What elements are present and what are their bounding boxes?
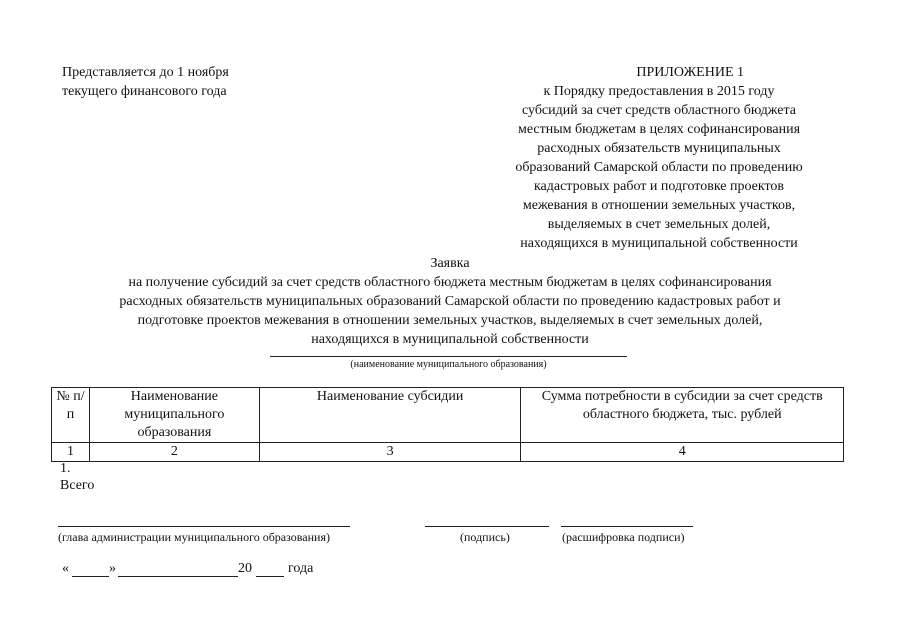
date-year-suffix: года (288, 561, 314, 576)
application-line: находящихся в муниципальной собственности (311, 332, 589, 347)
appendix-line: образований Самарской области по проведению (515, 160, 803, 175)
date-close-quote: » (109, 561, 116, 576)
appendix-line: субсидий за счет средств областного бюджета (521, 103, 797, 118)
submission-deadline-line1: Представляется до 1 ноября (62, 65, 229, 80)
appendix-line: межевания в отношении земельных участков, (522, 198, 796, 213)
header-subsidy: Наименование субсидии (259, 388, 521, 443)
row-total: Всего (60, 478, 95, 493)
head-signature-line[interactable] (58, 526, 350, 527)
table-number-row (52, 443, 844, 462)
date-month-line[interactable] (118, 576, 238, 577)
sign-line[interactable] (425, 526, 549, 527)
appendix-line: к Порядку предоставления в 2015 году (543, 84, 775, 99)
subsidy-table (51, 387, 844, 462)
municipality-caption: (наименование муниципального образования) (350, 359, 547, 370)
appendix-line: расходных обязательств муниципальных (537, 141, 781, 156)
decode-caption: (расшифровка подписи) (562, 530, 685, 544)
application-block (40, 254, 860, 349)
header-amount: Сумма потребности в субсидии за счет средств областного бюджета, тыс. рублей (521, 388, 844, 443)
header-number: № п/п (52, 388, 90, 443)
application-title: Заявка (430, 256, 470, 271)
appendix-line: местным бюджетам в целях софинансирования (517, 122, 801, 137)
date-year-line[interactable] (256, 576, 284, 577)
submission-deadline-line2: текущего финансового года (62, 84, 227, 99)
appendix-line: находящихся в муниципальной собственности (520, 236, 798, 251)
appendix-line: выделяемых в счет земельных долей, (547, 217, 771, 232)
application-line: подготовке проектов межевания в отношении земельных участков, выделяемых в счет земельных долей, (137, 313, 763, 328)
date-day-line[interactable] (72, 576, 109, 577)
appendix-title: ПРИЛОЖЕНИЕ 1 (636, 65, 744, 80)
appendix-line: кадастровых работ и подготовке проектов (533, 179, 785, 194)
col-number: 2 (89, 443, 259, 462)
application-line: расходных обязательств муниципальных образований Самарской области по проведению кадастровых работ и (119, 294, 781, 309)
submission-deadline (62, 63, 229, 101)
date-year-prefix: 20 (238, 561, 252, 576)
application-line: на получение субсидий за счет средств областного бюджета местным бюджетам в целях софинансирования (128, 275, 772, 290)
col-number: 3 (259, 443, 521, 462)
col-number: 1 (52, 443, 90, 462)
table-header-row (52, 388, 844, 443)
sign-caption: (подпись) (460, 530, 510, 544)
head-caption: (глава администрации муниципального образования) (58, 530, 330, 544)
col-number: 4 (521, 443, 844, 462)
row-item-1: 1. (60, 461, 71, 476)
header-municipality: Наименование муниципального образования (89, 388, 259, 443)
date-open-quote: « (62, 561, 69, 576)
decode-line[interactable] (561, 526, 693, 527)
municipality-name-line[interactable] (270, 356, 627, 357)
appendix-block (490, 63, 828, 253)
